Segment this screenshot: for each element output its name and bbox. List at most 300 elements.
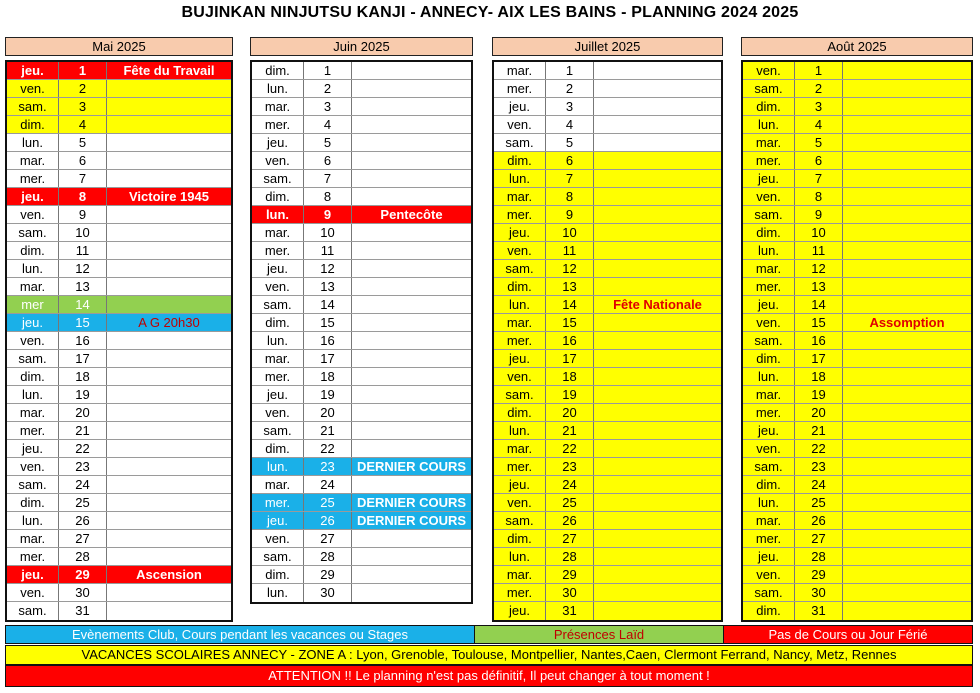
day-number: 1 [795, 62, 843, 79]
day-name: jeu. [252, 512, 304, 529]
day-number: 10 [59, 224, 107, 241]
day-note [352, 548, 471, 565]
day-name: sam. [494, 260, 546, 277]
day-row [252, 530, 471, 548]
day-row [743, 584, 971, 602]
day-note [843, 152, 971, 169]
day-row [494, 440, 721, 458]
day-note [107, 584, 231, 601]
day-note [594, 62, 721, 79]
day-name: mar. [252, 476, 304, 493]
day-row [252, 242, 471, 260]
day-name: jeu. [494, 98, 546, 115]
day-note [107, 332, 231, 349]
day-row [7, 314, 231, 332]
day-name: ven. [7, 80, 59, 97]
day-name: ven. [494, 242, 546, 259]
page-title: BUJINKAN NINJUTSU KANJI - ANNECY- AIX LES BAINS - PLANNING 2024 2025 [181, 4, 799, 21]
day-name: dim. [494, 404, 546, 421]
day-number: 1 [304, 62, 352, 79]
day-name: dim. [7, 116, 59, 133]
day-row [7, 224, 231, 242]
day-row [494, 422, 721, 440]
day-name: ven. [7, 584, 59, 601]
day-note [352, 440, 471, 457]
day-note [352, 314, 471, 331]
day-row [252, 368, 471, 386]
day-row [7, 386, 231, 404]
day-name: dim. [743, 476, 795, 493]
day-number: 4 [546, 116, 594, 133]
day-number: 10 [795, 224, 843, 241]
day-name: lun. [252, 206, 304, 223]
day-name: sam. [7, 602, 59, 620]
day-note [594, 80, 721, 97]
day-number: 26 [304, 512, 352, 529]
day-row [494, 332, 721, 350]
day-number: 14 [546, 296, 594, 313]
day-note [594, 224, 721, 241]
day-name: ven. [494, 368, 546, 385]
day-name: jeu. [743, 422, 795, 439]
day-name: mer. [494, 458, 546, 475]
day-row [252, 584, 471, 602]
day-note [594, 440, 721, 457]
day-number: 3 [546, 98, 594, 115]
day-number: 25 [546, 494, 594, 511]
day-row [252, 314, 471, 332]
day-note [352, 188, 471, 205]
day-row [743, 494, 971, 512]
day-number: 15 [546, 314, 594, 331]
month-column [741, 37, 973, 622]
legend-club-events: Evènements Club, Cours pendant les vacances ou Stages [6, 626, 475, 643]
day-row [494, 278, 721, 296]
day-row [7, 404, 231, 422]
day-name: mar. [252, 350, 304, 367]
day-row [743, 62, 971, 80]
day-number: 22 [59, 440, 107, 457]
day-note [843, 224, 971, 241]
day-name: dim. [252, 314, 304, 331]
day-note: DERNIER COURS [356, 513, 467, 528]
day-row [252, 386, 471, 404]
day-name: mer. [743, 530, 795, 547]
day-number: 23 [304, 458, 352, 475]
day-row [494, 458, 721, 476]
day-number: 29 [59, 566, 107, 583]
day-name: mer. [494, 332, 546, 349]
day-row [252, 98, 471, 116]
day-number: 21 [59, 422, 107, 439]
day-note [843, 530, 971, 547]
day-number: 15 [304, 314, 352, 331]
day-number: 16 [59, 332, 107, 349]
day-row [743, 530, 971, 548]
day-row [252, 278, 471, 296]
day-number: 3 [59, 98, 107, 115]
day-note [107, 494, 231, 511]
day-number: 22 [795, 440, 843, 457]
day-row [252, 404, 471, 422]
day-name: dim. [7, 242, 59, 259]
day-name: dim. [7, 494, 59, 511]
day-number: 13 [59, 278, 107, 295]
day-note [107, 260, 231, 277]
day-name: mer. [743, 152, 795, 169]
day-row [494, 170, 721, 188]
day-note [594, 584, 721, 601]
day-row [494, 260, 721, 278]
day-name: sam. [743, 458, 795, 475]
day-name: sam. [494, 512, 546, 529]
day-note [594, 476, 721, 493]
day-row [494, 476, 721, 494]
day-number: 6 [304, 152, 352, 169]
day-note [594, 116, 721, 133]
day-number: 11 [304, 242, 352, 259]
day-row [743, 152, 971, 170]
day-name: lun. [252, 332, 304, 349]
day-name: sam. [252, 296, 304, 313]
day-row [743, 224, 971, 242]
day-note [594, 566, 721, 583]
day-name: jeu. [743, 548, 795, 565]
day-note [107, 98, 231, 115]
day-number: 10 [304, 224, 352, 241]
day-number: 8 [304, 188, 352, 205]
day-name: sam. [743, 332, 795, 349]
day-note [352, 152, 471, 169]
day-row [743, 188, 971, 206]
day-row [743, 206, 971, 224]
day-number: 9 [59, 206, 107, 223]
day-row [7, 170, 231, 188]
day-row [252, 224, 471, 242]
day-number: 6 [546, 152, 594, 169]
day-row [743, 116, 971, 134]
day-note: A G 20h30 [138, 315, 200, 330]
day-note [594, 242, 721, 259]
day-note [594, 134, 721, 151]
day-number: 21 [795, 422, 843, 439]
day-number: 1 [59, 62, 107, 79]
day-row [743, 566, 971, 584]
day-note [594, 170, 721, 187]
day-note [352, 98, 471, 115]
day-number: 3 [795, 98, 843, 115]
day-row [252, 260, 471, 278]
day-number: 2 [304, 80, 352, 97]
day-name: mer. [252, 242, 304, 259]
day-row [252, 566, 471, 584]
day-note [107, 404, 231, 421]
day-row [494, 206, 721, 224]
day-number: 29 [304, 566, 352, 583]
day-row [7, 80, 231, 98]
day-number: 18 [546, 368, 594, 385]
day-note [352, 422, 471, 439]
day-number: 10 [546, 224, 594, 241]
day-number: 20 [304, 404, 352, 421]
day-number: 17 [59, 350, 107, 367]
day-number: 24 [304, 476, 352, 493]
day-name: ven. [7, 458, 59, 475]
day-row [252, 422, 471, 440]
day-row [743, 476, 971, 494]
day-note [107, 116, 231, 133]
day-row [7, 548, 231, 566]
day-number: 7 [304, 170, 352, 187]
day-name: jeu. [7, 188, 59, 205]
day-number: 2 [546, 80, 594, 97]
day-number: 15 [59, 314, 107, 331]
day-name: ven. [743, 188, 795, 205]
day-row [252, 476, 471, 494]
day-number: 14 [795, 296, 843, 313]
legend-bar [5, 625, 973, 644]
day-note: Ascension [136, 567, 202, 582]
day-row [252, 548, 471, 566]
day-note [107, 134, 231, 151]
day-name: mar. [7, 152, 59, 169]
day-name: jeu. [743, 170, 795, 187]
day-name: mar. [494, 188, 546, 205]
day-row [7, 368, 231, 386]
day-note [843, 476, 971, 493]
day-row [494, 188, 721, 206]
day-note [107, 80, 231, 97]
day-number: 20 [59, 404, 107, 421]
day-row [7, 134, 231, 152]
day-note [594, 548, 721, 565]
day-number: 21 [304, 422, 352, 439]
day-number: 29 [546, 566, 594, 583]
day-number: 5 [59, 134, 107, 151]
day-number: 6 [59, 152, 107, 169]
day-name: sam. [7, 476, 59, 493]
day-name: lun. [252, 458, 304, 475]
day-name: jeu. [7, 62, 59, 79]
day-row [743, 602, 971, 620]
month-column [492, 37, 723, 622]
day-note [352, 404, 471, 421]
day-row [494, 602, 721, 620]
day-row [494, 530, 721, 548]
day-number: 11 [59, 242, 107, 259]
day-name: mar. [252, 98, 304, 115]
day-row [7, 584, 231, 602]
school-holidays-banner: VACANCES SCOLAIRES ANNECY - ZONE A : Lyon, Grenoble, Toulouse, Montpellier, Nantes,Caen, Clermont Ferrand, Nancy, Metz, Rennes [5, 645, 973, 665]
day-note [107, 512, 231, 529]
day-name: dim. [743, 350, 795, 367]
day-row [494, 242, 721, 260]
day-note [107, 170, 231, 187]
day-name: mer. [7, 548, 59, 565]
day-number: 28 [304, 548, 352, 565]
day-number: 2 [795, 80, 843, 97]
attention-banner: ATTENTION !! Le planning n'est pas définitif, Il peut changer à tout moment ! [5, 665, 973, 687]
day-row [7, 440, 231, 458]
day-name: lun. [494, 296, 546, 313]
day-note [107, 368, 231, 385]
day-number: 25 [59, 494, 107, 511]
day-note [107, 548, 231, 565]
month-header: Juin 2025 [250, 37, 473, 56]
day-row [7, 116, 231, 134]
day-row [252, 332, 471, 350]
day-number: 8 [795, 188, 843, 205]
day-number: 17 [546, 350, 594, 367]
day-note [107, 530, 231, 547]
day-number: 24 [59, 476, 107, 493]
day-name: jeu. [494, 476, 546, 493]
day-row [7, 476, 231, 494]
day-number: 30 [304, 584, 352, 602]
day-note [594, 314, 721, 331]
day-note [594, 188, 721, 205]
day-row [494, 368, 721, 386]
day-number: 11 [795, 242, 843, 259]
day-name: sam. [252, 422, 304, 439]
day-note [843, 566, 971, 583]
day-name: mer. [252, 494, 304, 511]
day-name: dim. [252, 62, 304, 79]
day-name: sam. [252, 548, 304, 565]
day-number: 31 [546, 602, 594, 620]
day-number: 8 [546, 188, 594, 205]
day-row [743, 512, 971, 530]
day-note: Pentecôte [380, 207, 443, 222]
day-note [843, 404, 971, 421]
day-name: ven. [494, 116, 546, 133]
day-number: 23 [795, 458, 843, 475]
day-name: sam. [7, 224, 59, 241]
day-row [7, 62, 231, 80]
day-number: 16 [546, 332, 594, 349]
day-number: 28 [546, 548, 594, 565]
day-row [7, 332, 231, 350]
day-note: Fête du Travail [123, 63, 215, 78]
day-note [352, 296, 471, 313]
day-note [107, 242, 231, 259]
day-name: mer. [743, 278, 795, 295]
day-row [494, 386, 721, 404]
day-name: jeu. [494, 602, 546, 620]
day-name: sam. [743, 584, 795, 601]
day-note [594, 458, 721, 475]
day-number: 7 [59, 170, 107, 187]
day-number: 18 [795, 368, 843, 385]
day-note [352, 566, 471, 583]
day-row [743, 458, 971, 476]
day-note [107, 296, 231, 313]
day-note [594, 98, 721, 115]
day-note [107, 386, 231, 403]
month-column [5, 37, 233, 622]
day-note [843, 188, 971, 205]
day-number: 13 [304, 278, 352, 295]
day-row [252, 512, 471, 530]
day-row [743, 440, 971, 458]
day-row [252, 188, 471, 206]
day-name: jeu. [252, 386, 304, 403]
day-number: 1 [546, 62, 594, 79]
day-number: 5 [546, 134, 594, 151]
day-row [743, 548, 971, 566]
day-name: mer. [252, 116, 304, 133]
day-number: 26 [546, 512, 594, 529]
day-row [743, 170, 971, 188]
day-number: 12 [546, 260, 594, 277]
day-name: ven. [252, 530, 304, 547]
day-row [494, 224, 721, 242]
day-note [843, 296, 971, 313]
month-header: Juillet 2025 [492, 37, 723, 56]
day-name: mer. [7, 170, 59, 187]
day-name: mer. [494, 80, 546, 97]
day-name: mar. [494, 62, 546, 79]
day-name: sam. [743, 206, 795, 223]
day-number: 9 [304, 206, 352, 223]
day-number: 7 [546, 170, 594, 187]
day-number: 31 [59, 602, 107, 620]
day-note [594, 530, 721, 547]
day-note [352, 116, 471, 133]
day-number: 2 [59, 80, 107, 97]
day-note [843, 62, 971, 79]
day-name: mar. [7, 530, 59, 547]
day-row [494, 152, 721, 170]
day-name: jeu. [743, 296, 795, 313]
day-number: 3 [304, 98, 352, 115]
day-name: mer [7, 296, 59, 313]
day-note [843, 134, 971, 151]
day-row [7, 566, 231, 584]
day-number: 4 [795, 116, 843, 133]
day-row [7, 260, 231, 278]
day-row [743, 404, 971, 422]
day-row [252, 296, 471, 314]
day-note [352, 386, 471, 403]
month-day-list [741, 60, 973, 622]
day-name: mar. [743, 260, 795, 277]
day-row [7, 458, 231, 476]
day-name: mar. [7, 278, 59, 295]
day-note: DERNIER COURS [356, 459, 467, 474]
day-number: 28 [59, 548, 107, 565]
day-name: mar. [7, 404, 59, 421]
day-note [107, 278, 231, 295]
month-header: Août 2025 [741, 37, 973, 56]
day-name: dim. [494, 152, 546, 169]
day-row [743, 98, 971, 116]
day-row [743, 260, 971, 278]
day-note [107, 152, 231, 169]
day-name: jeu. [252, 260, 304, 277]
day-note [352, 584, 471, 602]
day-number: 14 [59, 296, 107, 313]
day-name: sam. [743, 80, 795, 97]
day-row [743, 422, 971, 440]
day-number: 27 [304, 530, 352, 547]
day-row [7, 350, 231, 368]
day-note [594, 332, 721, 349]
day-note [352, 350, 471, 367]
day-number: 12 [304, 260, 352, 277]
day-number: 16 [304, 332, 352, 349]
day-note [843, 278, 971, 295]
